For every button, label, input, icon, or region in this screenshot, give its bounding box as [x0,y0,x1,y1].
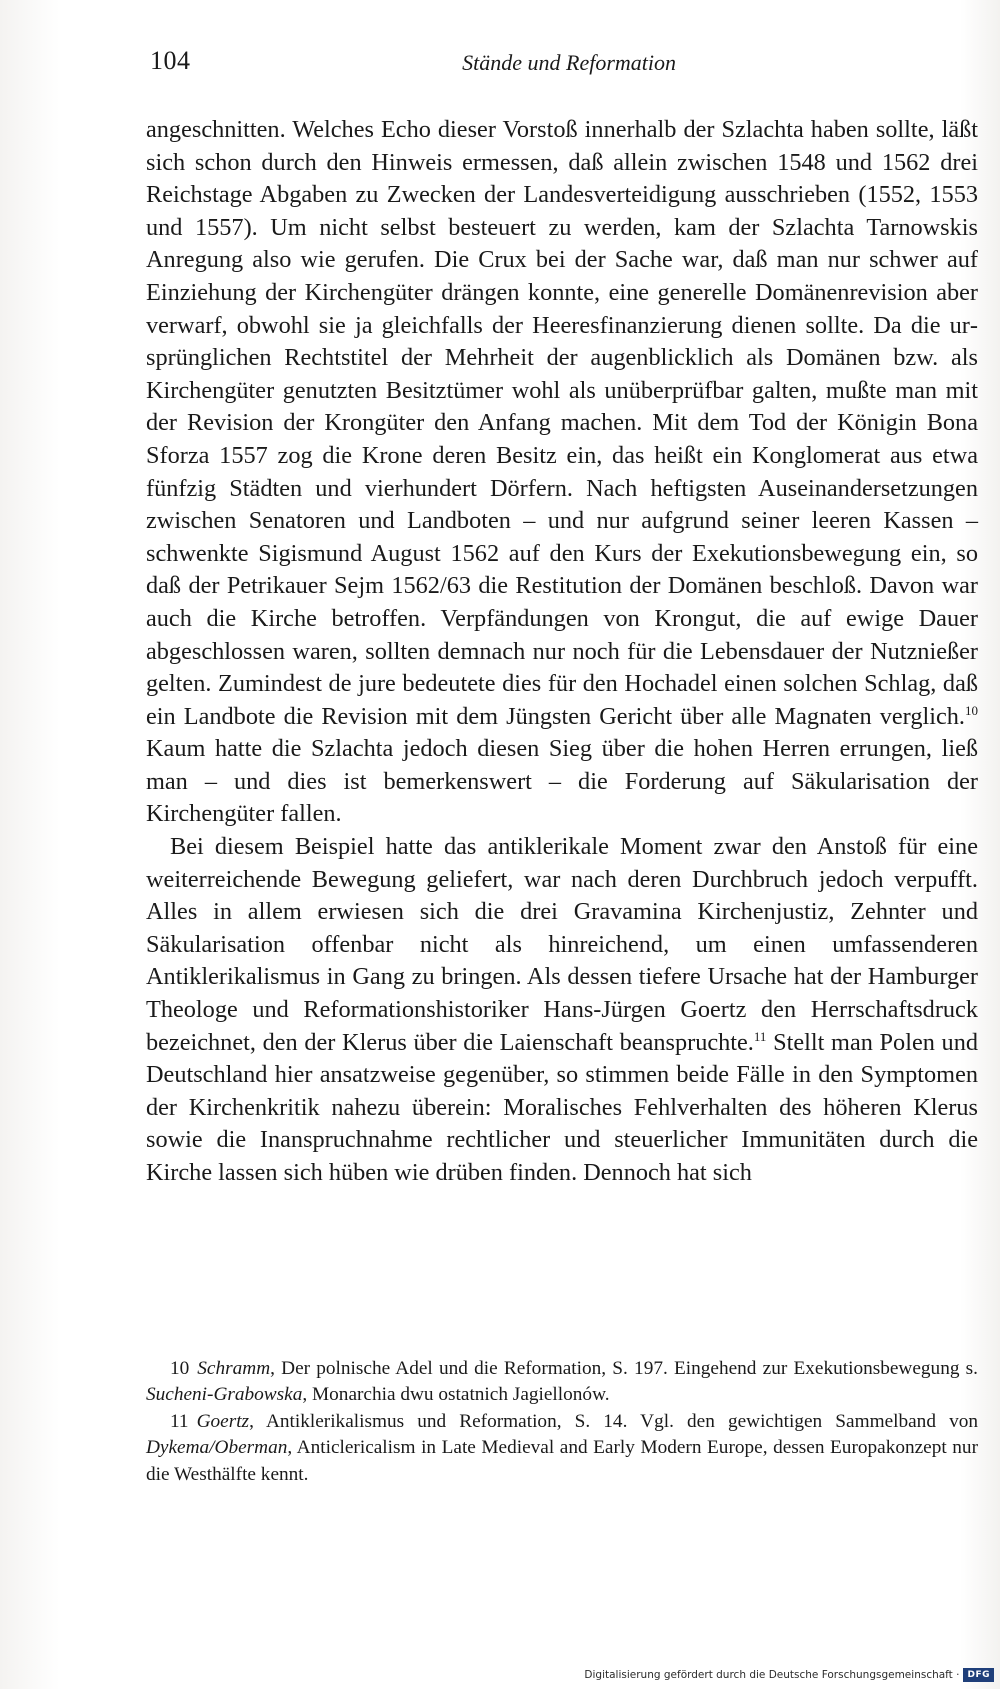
running-head: Stände und Reformation [462,50,676,75]
footnote-ref-11: 11 [753,1028,767,1044]
main-text [146,114,978,1190]
footnote-number: 10 [170,1358,190,1379]
footnote-author: Goertz [196,1410,250,1432]
paragraph-2 [146,831,978,1190]
footnotes [146,1356,978,1488]
footnote-11 [146,1409,978,1488]
footnote-author: Dykema/Oberman [146,1437,288,1459]
footnote-ref-10: 10 [965,702,978,718]
footnote-10 [146,1356,978,1409]
footnote-number: 11 [170,1410,189,1432]
footnote-author: Schramm [197,1358,271,1379]
footnote-text: , Monarchia dwu ostatnich Jagiellonów. [302,1384,610,1406]
footnote-text: , Der polnische Adel und die Reformation, S. 197. Eingehend zur Exekutionsbewegung s. [270,1358,978,1379]
footnote-text: , Antiklerikalismus und Reformation, S. 14. Vgl. den gewichtigen Sammelband von [249,1410,978,1432]
footnote-text: , Anticlericalism in Late Medieval and Early Modern Europe, dessen Europakonzept nur die Westhälfte kennt. [146,1437,978,1485]
digitization-note: Digitalisierung gefördert durch die Deutsche Forschungsgemeinschaft · [584,1669,960,1681]
page-header [150,46,676,86]
paragraph-1 [146,114,978,831]
digitization-footer [584,1668,994,1682]
paragraph-2-text-a: Bei diesem Beispiel hatte das antiklerikale Moment zwar den Anstoß für eine weiterreichende Bewegung geliefert, war nach deren Durchbruch jedoch verpufft. Alles in allem erwiesen sich die drei Gravamina Kirchenjustiz, Zehnter und Säkularisation offenbar nicht als hinreichend, um einen umfassenderen Antiklerikalismus in Gang zu bringen. Als dessen tiefere Ursache hat der Hamburger Theologe und Reformationshistoriker Hans-Jürgen Goertz den Herrschaftsdruck bezeichnet, den der Klerus über die Laienschaft beanspruchte. [146,833,978,1056]
dfg-logo-icon: DFG [963,1668,994,1682]
paragraph-1-text-b: Kaum hatte die Szlachta jedoch diesen Sieg über die hohen Herren errungen, ließ man – und dies ist bemerkenswert – die Forderung auf Säkularisation der Kirchengüter fallen. [146,735,978,828]
paragraph-2-text-b: Stellt man Polen und Deutschland hier ansatzweise gegenüber, so stimmen beide Fälle in den Symptomen der Kirchenkritik nahezu überein: Moralisches Fehlverhalten des höheren Klerus sowie die Inanspruchnahme rechtlicher und steuerlicher Immunitäten durch die Kirche lassen sich hüben wie drüben finden. Dennoch hat sich [146,1028,978,1186]
page-number: 104 [150,46,191,75]
paragraph-1-text-a: angeschnitten. Welches Echo dieser Vorstoß innerhalb der Szlachta haben sollte, läßt sich schon durch den Hinweis ermessen, daß allein zwischen 1548 und 1562 drei Reichstage Abgaben zu Zwecken der Landesverteidigung ausschrieben (1552, 1553 und 1557). Um nicht selbst besteuert zu werden, kam der Szlachta Tarnowskis Anregung also wie gerufen. Die Crux bei der Sache war, daß man nur schwer auf Einziehung der Kirchengüter drängen konnte, eine generelle Domänenrevision aber verwarf, obwohl sie ja gleichfalls der Heeresfinanzierung dienen sollte. Da die ursprünglichen Rechtstitel der Mehrheit der augenblicklich als Domänen bzw. als Kirchengüter genutzten Besitztümer wohl als unüberprüfbar galten, mußte man mit der Revision der Krongüter den Anfang machen. Mit dem Tod der Königin Bona Sforza 1557 zog die Krone deren Besitz ein, das heißt ein Konglomerat aus etwa fünfzig Städten und vierhundert Dörfern. Nach heftigsten Auseinandersetzungen zwischen Senatoren und Landboten – und nur aufgrund seiner leeren Kassen – schwenkte Sigismund August 1562 auf den Kurs der Exekutionsbewegung ein, so daß der Petrikauer Sejm 1562/63 die Restitution der Domänen beschloß. Davon war auch die Kirche betroffen. Verpfändungen von Krongut, die auf ewige Dauer abgeschlossen waren, sollten demnach nur noch für die Lebensdauer der Nutznießer gelten. Zumindest de jure bedeutete dies für den Hochadel einen solchen Schlag, daß ein Landbote die Revision mit dem Jüngsten Gericht über alle Magnaten verglich. [146,116,978,730]
footnote-author: Sucheni-Grabowska [146,1384,303,1406]
